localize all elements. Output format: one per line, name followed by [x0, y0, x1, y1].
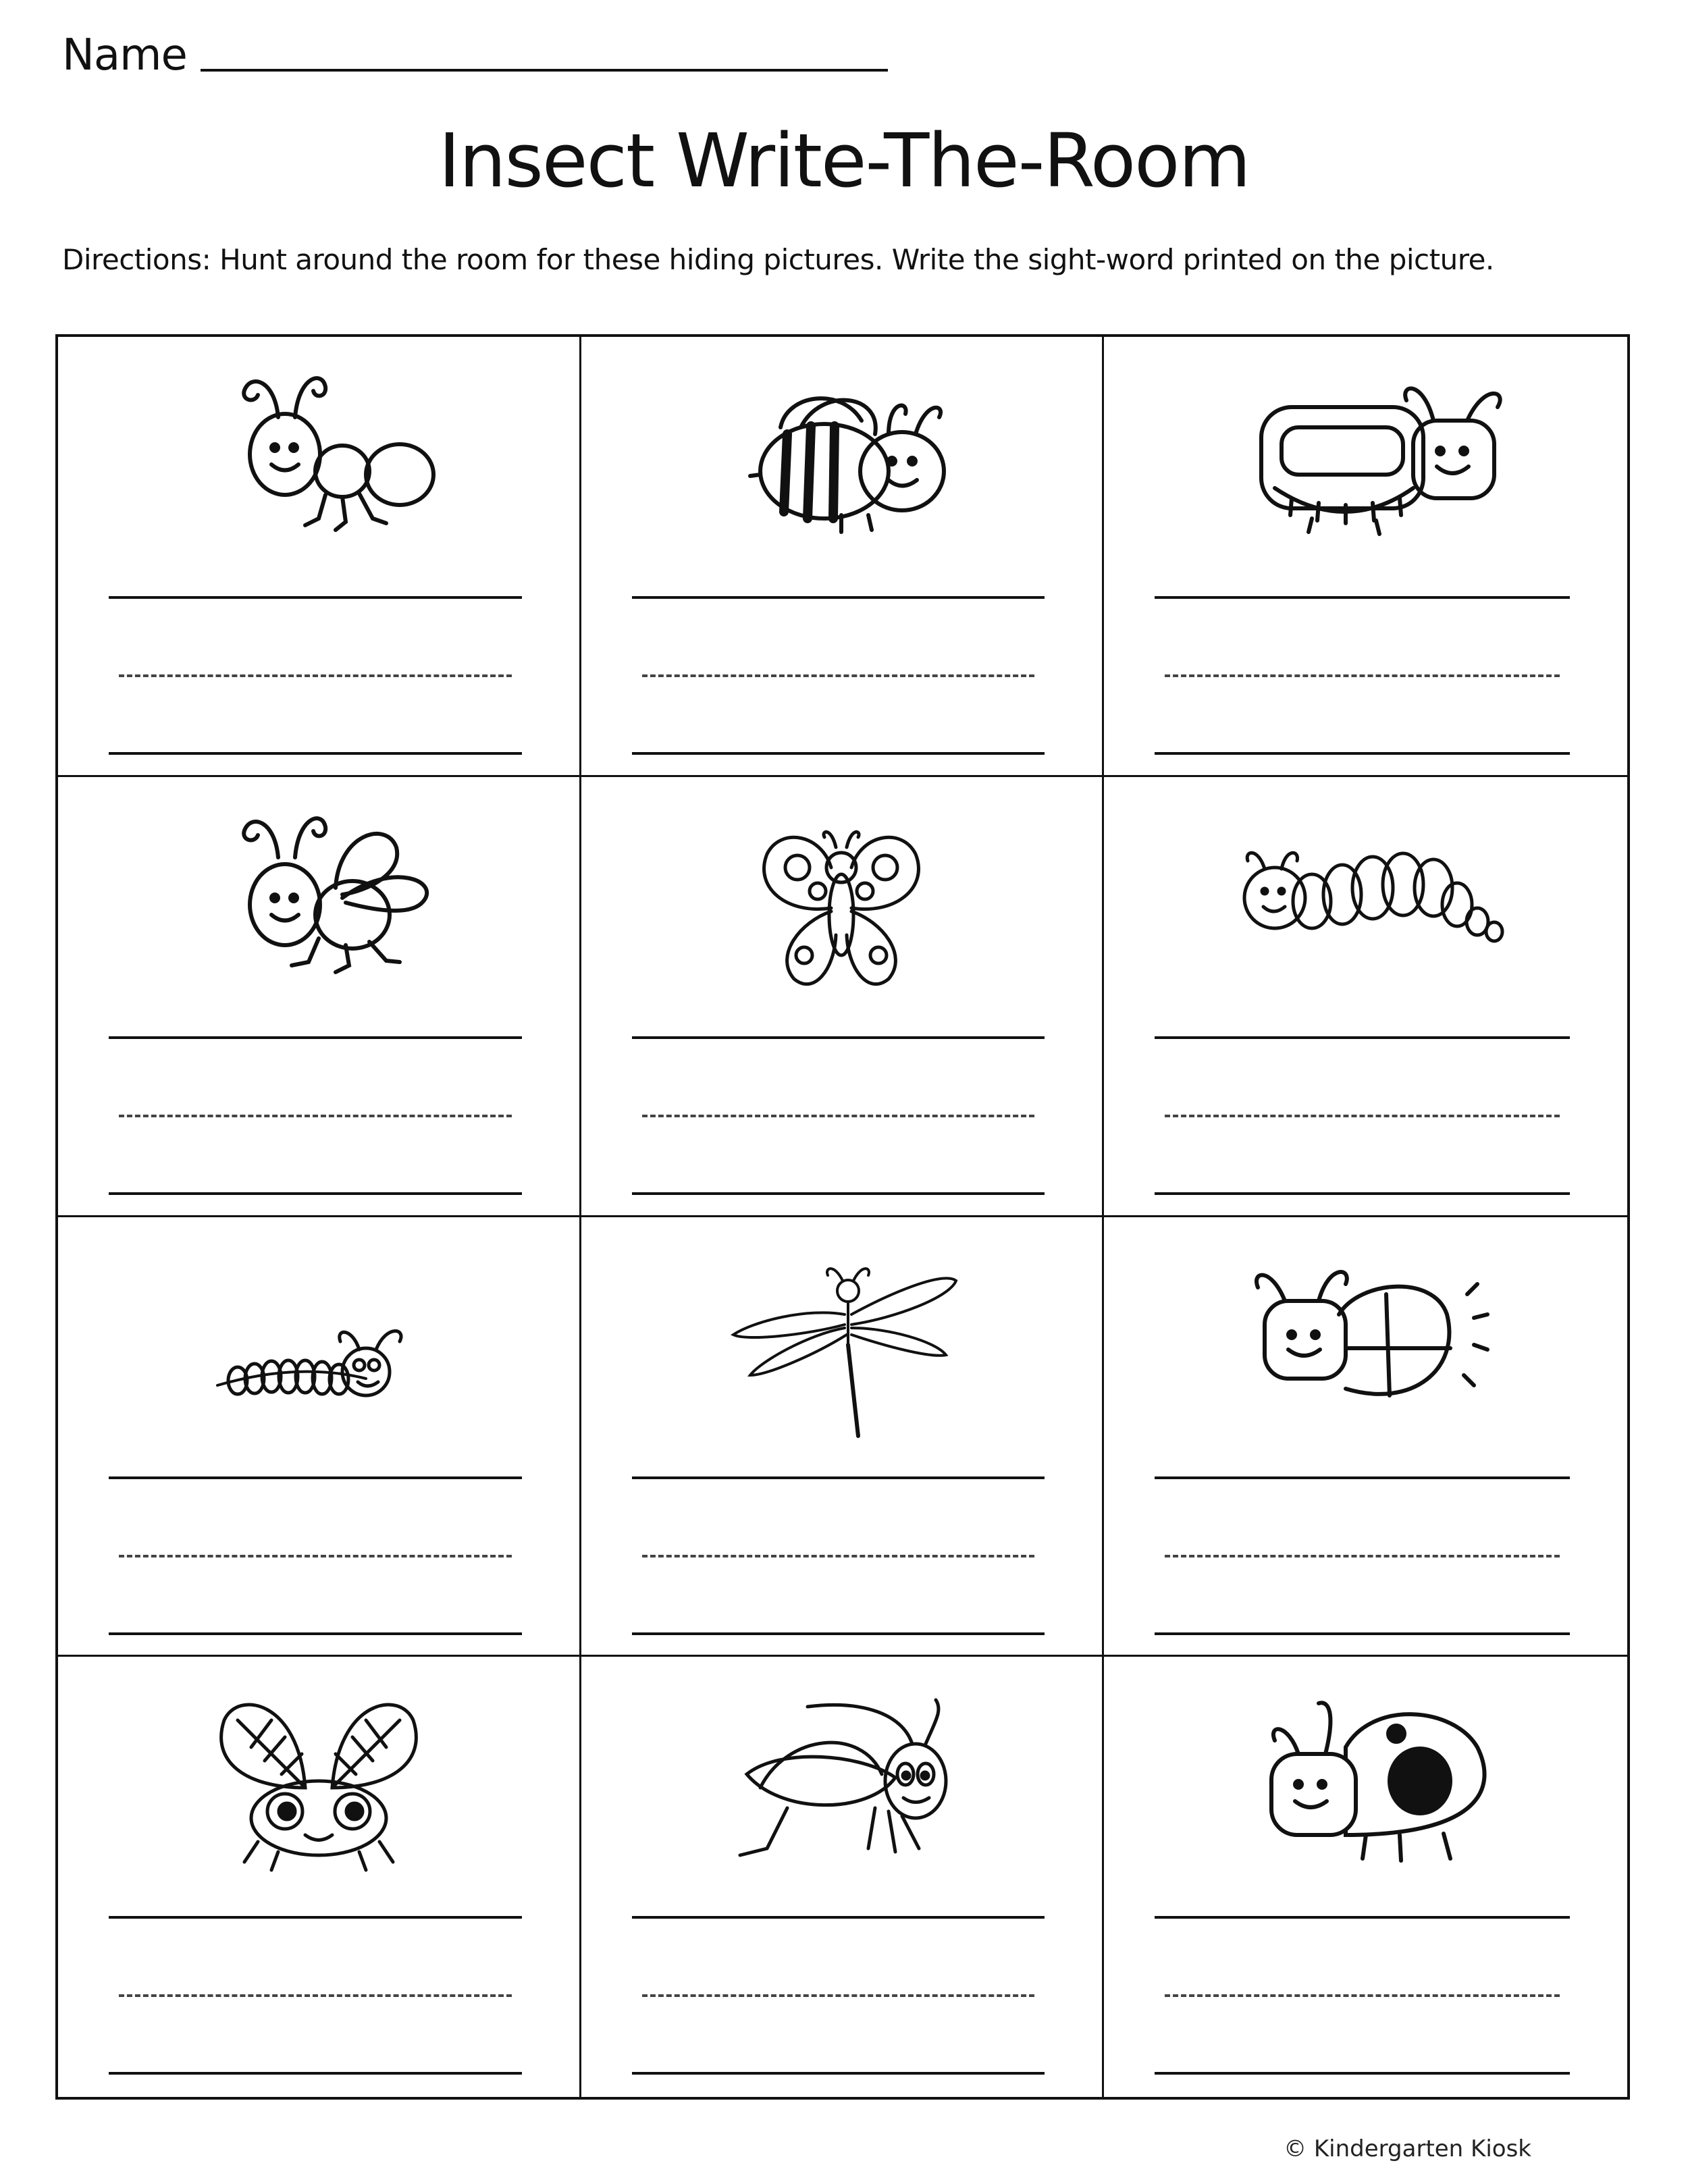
writing-line-baseline[interactable]: [109, 1632, 522, 1635]
name-field[interactable]: [201, 69, 888, 72]
bug-with-wings-icon: [163, 1673, 474, 1896]
writing-line-baseline[interactable]: [632, 1192, 1045, 1195]
writing-line-baseline[interactable]: [632, 1632, 1045, 1635]
worksheet-cell: [1104, 1657, 1627, 2097]
writing-line-midline: [1165, 1994, 1560, 1997]
writing-line-midline: [642, 1115, 1035, 1117]
centipede-icon: [163, 1233, 474, 1456]
writing-line-top[interactable]: [1155, 1036, 1570, 1039]
dragonfly-icon: [686, 1233, 997, 1456]
writing-line-midline: [642, 1555, 1035, 1557]
writing-line-baseline[interactable]: [109, 2072, 522, 2075]
name-row: [62, 30, 888, 80]
writing-line-midline: [1165, 1115, 1560, 1117]
worksheet-cell: [581, 777, 1105, 1217]
worksheet-cell: [581, 1657, 1105, 2097]
caterpillar-icon: [1211, 793, 1521, 1016]
worksheet-cell: [58, 337, 581, 777]
beetle-icon: [1211, 353, 1521, 576]
writing-line-midline: [119, 1555, 512, 1557]
worksheet-cell: [1104, 337, 1627, 777]
writing-line-midline: [119, 1994, 512, 1997]
writing-line-baseline[interactable]: [632, 752, 1045, 755]
writing-line-top[interactable]: [1155, 1476, 1570, 1479]
worksheet-grid: [55, 334, 1630, 2100]
writing-line-top[interactable]: [109, 1916, 522, 1919]
grasshopper-icon: [686, 1673, 997, 1896]
writing-line-midline: [642, 674, 1035, 677]
writing-line-midline: [642, 1994, 1035, 1997]
writing-line-baseline[interactable]: [109, 752, 522, 755]
writing-line-midline: [119, 1115, 512, 1117]
writing-line-top[interactable]: [632, 1036, 1045, 1039]
bee-icon: [686, 353, 997, 576]
writing-line-baseline[interactable]: [1155, 1192, 1570, 1195]
worksheet-cell: [58, 1657, 581, 2097]
writing-line-baseline[interactable]: [632, 2072, 1045, 2075]
butterfly-icon: [686, 793, 997, 1016]
page-title: Insect Write-The-Room: [438, 117, 1250, 204]
name-label: Name: [62, 30, 187, 80]
writing-line-baseline[interactable]: [1155, 2072, 1570, 2075]
writing-line-top[interactable]: [109, 1036, 522, 1039]
ladybug-icon: [1211, 1673, 1521, 1896]
writing-line-baseline[interactable]: [109, 1192, 522, 1195]
ant-icon: [163, 353, 474, 576]
fly-icon: [163, 793, 474, 1016]
writing-line-top[interactable]: [109, 596, 522, 599]
writing-line-baseline[interactable]: [1155, 752, 1570, 755]
writing-line-top[interactable]: [632, 1476, 1045, 1479]
worksheet-cell: [581, 1217, 1105, 1657]
worksheet-cell: [58, 1217, 581, 1657]
writing-line-top[interactable]: [109, 1476, 522, 1479]
writing-line-top[interactable]: [632, 596, 1045, 599]
worksheet-cell: [1104, 777, 1627, 1217]
writing-line-baseline[interactable]: [1155, 1632, 1570, 1635]
directions-text: Directions: Hunt around the room for these hiding pictures. Write the sight-word printed on the picture.: [62, 243, 1494, 276]
writing-line-midline: [1165, 1555, 1560, 1557]
writing-line-top[interactable]: [632, 1916, 1045, 1919]
copyright-notice: © Kindergarten Kiosk: [1284, 2135, 1531, 2162]
worksheet-cell: [1104, 1217, 1627, 1657]
worksheet-cell: [58, 777, 581, 1217]
writing-line-top[interactable]: [1155, 1916, 1570, 1919]
worksheet-cell: [581, 337, 1105, 777]
writing-line-top[interactable]: [1155, 596, 1570, 599]
writing-line-midline: [119, 674, 512, 677]
firefly-icon: [1211, 1233, 1521, 1456]
writing-line-midline: [1165, 674, 1560, 677]
